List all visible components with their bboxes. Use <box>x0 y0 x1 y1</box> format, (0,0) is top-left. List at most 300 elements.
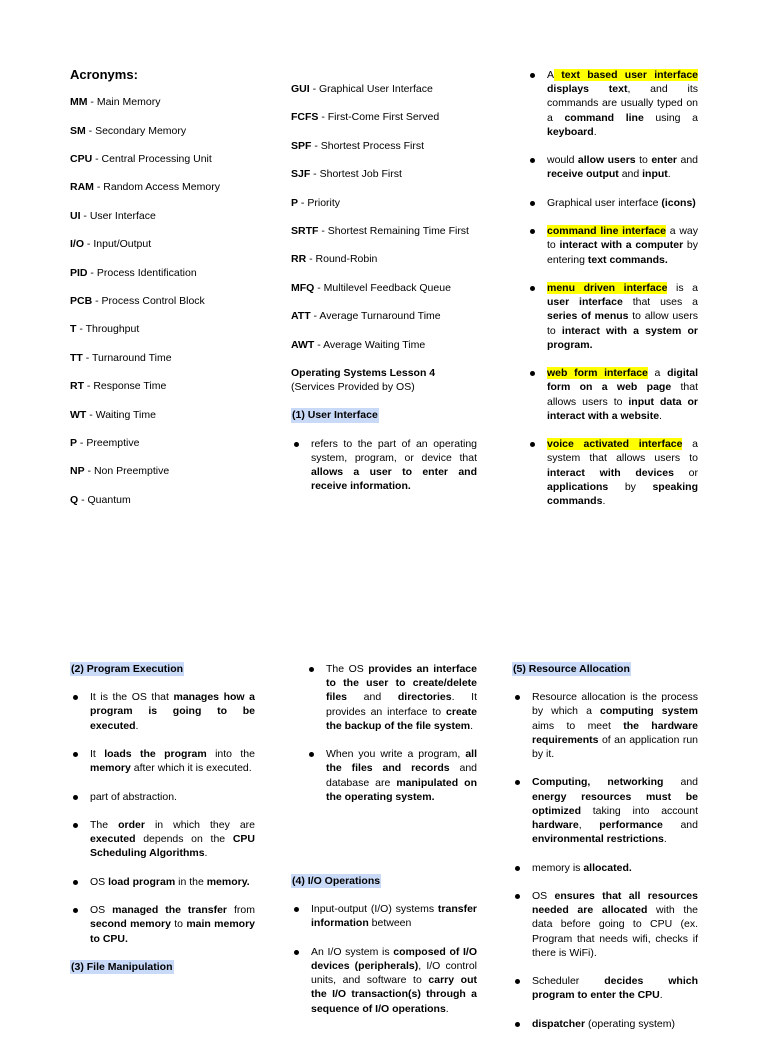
text-run: executed <box>90 833 136 846</box>
text-run: allows a user to enter and receive information. <box>311 465 477 493</box>
text-run: dispatcher <box>532 1017 586 1030</box>
acronym-abbr: T <box>70 323 77 336</box>
acronym-abbr: SJF <box>291 168 311 181</box>
bullet-icon <box>515 780 520 785</box>
acronym-separator: - <box>78 493 88 506</box>
list-item <box>70 690 255 733</box>
bullet-icon <box>73 823 78 828</box>
acronym-list-1 <box>70 95 270 521</box>
text-run: computing system <box>600 705 698 718</box>
acronym-item <box>291 338 477 366</box>
list-item <box>527 437 698 508</box>
list-item <box>70 747 255 775</box>
bullet-icon <box>530 158 535 163</box>
text-run: OS <box>90 904 113 917</box>
text-run: . <box>204 847 208 860</box>
acronym-abbr: GUI <box>291 83 310 95</box>
acronym-abbr: WT <box>70 408 87 421</box>
text-run: managed the transfer <box>112 904 228 917</box>
text-run: digital form on a web page <box>547 367 698 394</box>
acronym-abbr: SM <box>70 124 86 137</box>
bullet-icon <box>73 908 78 913</box>
list-item <box>70 818 255 861</box>
text-run: input <box>642 168 668 181</box>
acronym-item <box>291 281 477 309</box>
text-run: performance <box>599 819 663 832</box>
acronym-abbr: P <box>70 436 78 449</box>
list-item <box>291 437 477 494</box>
list-item-text <box>90 819 255 859</box>
acronym-list-2 <box>291 82 477 366</box>
section-heading-user-interface: (1) User Interface <box>292 409 378 422</box>
list-item-text <box>326 663 477 732</box>
text-run: series of menus <box>547 310 629 323</box>
text-run: applications <box>547 480 609 493</box>
acronym-abbr: UI <box>70 209 81 222</box>
list-item-text <box>90 791 177 803</box>
text-run: order <box>118 818 145 831</box>
text-run: to <box>170 918 187 931</box>
acronym-separator: - <box>84 465 94 478</box>
list-item-text <box>532 691 698 760</box>
text-run: and <box>663 776 698 789</box>
list-item-text <box>547 438 698 507</box>
text-run: . <box>445 1002 449 1015</box>
text-run: allow users <box>577 154 636 167</box>
acronym-item <box>291 196 477 224</box>
acronym-item <box>70 408 270 436</box>
acronym-full: Non Preemptive <box>93 465 170 478</box>
section-heading-resource-allocation: (5) Resource Allocation <box>513 663 630 675</box>
text-run: manipulated on the operating system. <box>326 776 477 803</box>
acronym-item <box>291 309 477 337</box>
text-run: receive output <box>547 168 619 181</box>
text-run: and <box>662 819 698 832</box>
text-run: depends on the <box>135 833 233 846</box>
acronym-full: Shortest Process First <box>320 139 425 152</box>
text-run: . It provides an interface to <box>326 691 477 718</box>
acronym-separator: - <box>82 351 92 364</box>
acronym-abbr: RT <box>70 380 84 393</box>
acronym-separator: - <box>80 209 90 222</box>
bullet-icon <box>73 880 78 885</box>
text-run: to allow users to <box>547 310 698 337</box>
list-item-text <box>547 69 698 138</box>
column-2-lower <box>306 662 477 818</box>
text-run: menu driven interface <box>547 281 668 294</box>
list-item <box>512 861 698 875</box>
acronym-item <box>70 322 270 350</box>
acronym-separator: - <box>87 96 97 109</box>
ui-types-list <box>527 68 698 508</box>
acronym-item <box>70 237 270 265</box>
acronym-full: Throughput <box>85 323 140 336</box>
acronym-full: Priority <box>307 196 341 209</box>
acronym-full: Input/Output <box>93 238 152 251</box>
list-item-text <box>532 862 632 874</box>
text-run: environmental restrictions <box>532 833 664 846</box>
acronym-item <box>291 139 477 167</box>
text-run: taking into account <box>581 804 698 817</box>
acronyms-column-1 <box>70 68 270 521</box>
text-run: interact with a system or program. <box>547 324 698 351</box>
acronym-full: Quantum <box>87 493 131 506</box>
list-item-text <box>547 197 696 209</box>
bullet-icon <box>73 695 78 700</box>
text-run: load program <box>108 875 176 888</box>
list-item <box>70 790 255 804</box>
text-run: displays text <box>547 83 628 96</box>
bullet-icon <box>309 667 314 672</box>
acronym-full: Secondary Memory <box>95 124 187 137</box>
text-run: ensures that all resources needed are allocated <box>532 890 698 917</box>
acronym-item <box>70 152 270 180</box>
text-run: and database are <box>326 762 477 789</box>
text-run: OS <box>532 890 555 902</box>
list-item-text <box>90 904 255 944</box>
text-run: voice activated interface <box>547 438 683 451</box>
bullet-icon <box>530 442 535 447</box>
io-block <box>291 874 477 1030</box>
bullet-icon <box>530 73 535 78</box>
text-run: (icons) <box>661 196 696 209</box>
acronym-full: User Interface <box>89 209 156 222</box>
acronym-separator: - <box>298 196 308 209</box>
acronym-item <box>70 124 270 152</box>
acronym-full: Random Access Memory <box>103 181 220 194</box>
acronym-abbr: PID <box>70 266 88 279</box>
text-run: The <box>90 818 119 831</box>
file-manipulation-list <box>306 662 477 804</box>
resource-allocation-list <box>512 690 698 1031</box>
acronym-abbr: NP <box>70 465 85 478</box>
text-run: command line <box>564 111 644 124</box>
text-run: When you write a program, <box>326 748 466 761</box>
text-run: second memory <box>90 918 171 931</box>
text-run: , and its commands are usually typed on a <box>547 83 698 124</box>
list-item <box>306 747 477 804</box>
acronym-abbr: RR <box>291 253 307 266</box>
acronym-separator: - <box>306 253 316 266</box>
text-run: part of abstraction. <box>90 790 177 803</box>
bullet-icon <box>515 866 520 871</box>
lesson-subtitle: (Services Provided by OS) <box>291 381 415 394</box>
acronym-separator: - <box>77 436 87 449</box>
bullet-icon <box>530 229 535 234</box>
text-run: aims to meet <box>532 719 624 732</box>
text-run: interact with devices <box>547 466 674 479</box>
text-run: allocated. <box>583 861 632 874</box>
bullet-icon <box>515 894 520 899</box>
acronym-item <box>291 167 477 195</box>
list-item-text <box>90 691 255 731</box>
text-run: the hardware requirements <box>532 719 698 746</box>
text-run: main memory to CPU. <box>90 918 256 945</box>
text-run: (operating system) <box>585 1017 675 1030</box>
acronym-full: Turnaround Time <box>91 351 172 364</box>
acronym-separator: - <box>93 181 104 194</box>
text-run: refers to the part of an operating system, program, or device that <box>311 437 477 464</box>
text-run: directories <box>397 691 452 704</box>
acronym-separator: - <box>318 224 328 237</box>
text-run: It <box>90 748 105 760</box>
text-run: from <box>227 904 255 917</box>
acronym-item <box>291 252 477 280</box>
text-run: An I/O system is <box>311 945 394 958</box>
text-run: speaking commands <box>547 480 698 507</box>
list-item-text <box>532 890 698 959</box>
acronym-separator: - <box>314 338 324 351</box>
text-run: by entering <box>547 239 698 266</box>
text-run: Resource allocation is the process by which a <box>532 691 698 718</box>
acronym-item <box>70 95 270 123</box>
text-run: with the data before going to CPU (ex. Program that needs wifi, checks if there is WiFi). <box>532 904 698 959</box>
bullet-icon <box>515 1022 520 1027</box>
bullet-icon <box>530 286 535 291</box>
acronym-separator: - <box>84 238 94 251</box>
text-run: transfer information <box>311 903 477 930</box>
acronym-separator: - <box>318 111 328 124</box>
list-item <box>512 889 698 960</box>
bullet-icon <box>294 950 299 955</box>
text-run: loads the program <box>104 748 207 760</box>
text-run: The OS <box>326 663 369 675</box>
text-run: decides which program to enter the CPU <box>532 975 698 1002</box>
acronym-full: Graphical User Interface <box>319 83 433 95</box>
acronym-item <box>70 180 270 208</box>
text-run: memory <box>90 762 131 775</box>
program-execution-list <box>70 690 255 946</box>
column-2 <box>291 82 477 508</box>
text-run: using a <box>643 111 698 124</box>
bullet-icon <box>309 752 314 757</box>
text-run: in which they are <box>144 818 255 831</box>
text-run: . <box>593 125 597 138</box>
list-item-text <box>547 225 698 265</box>
text-run: A <box>547 69 555 81</box>
text-run: carry out the I/O transaction(s) through a sequence of I/O operations <box>311 974 477 1015</box>
acronym-separator: - <box>309 83 320 95</box>
acronym-item <box>70 209 270 237</box>
acronym-abbr: I/O <box>70 238 85 251</box>
list-item <box>512 775 698 846</box>
text-run: command line interface <box>547 225 666 238</box>
acronym-full: Preemptive <box>86 436 140 449</box>
acronym-full: Central Processing Unit <box>101 152 212 165</box>
acronym-item <box>291 82 477 110</box>
acronym-item <box>70 266 270 294</box>
acronym-separator: - <box>87 266 97 279</box>
acronym-abbr: TT <box>70 351 83 364</box>
column-3 <box>527 68 698 522</box>
bullet-icon <box>515 695 520 700</box>
section-heading-program-execution: (2) Program Execution <box>71 663 184 675</box>
acronym-abbr: P <box>291 196 299 209</box>
text-run: . <box>659 989 663 1002</box>
acronym-full: Process Identification <box>96 266 197 279</box>
list-item <box>527 68 698 139</box>
text-run: user interface <box>547 296 623 309</box>
acronym-full: Average Turnaround Time <box>319 310 441 323</box>
acronym-abbr: SRTF <box>291 224 319 237</box>
list-item-text <box>532 975 698 1001</box>
section-heading-io-operations: (4) I/O Operations <box>292 875 381 887</box>
io-operations-list <box>291 902 477 1016</box>
list-item <box>512 690 698 761</box>
lesson-title-block <box>291 366 477 394</box>
text-run: in the <box>175 875 207 888</box>
acronym-full: Main Memory <box>96 96 161 109</box>
text-run: and <box>677 154 699 167</box>
list-item-text <box>311 903 477 929</box>
acronym-separator: - <box>92 294 102 307</box>
text-run: , <box>578 819 600 832</box>
list-item <box>527 196 698 210</box>
list-item <box>291 902 477 930</box>
text-run: . <box>602 495 606 507</box>
acronym-full: Round-Robin <box>315 253 378 266</box>
text-run: interact with a computer <box>559 239 684 252</box>
acronym-separator: - <box>84 380 94 393</box>
list-item-text <box>90 748 255 774</box>
acronym-full: Multilevel Feedback Queue <box>323 281 451 294</box>
acronym-full: First-Come First Served <box>327 111 440 124</box>
list-item <box>291 945 477 1016</box>
text-run: . <box>659 409 662 422</box>
text-run: a system that allows users to <box>547 438 698 465</box>
text-run: Graphical user interface <box>547 196 662 209</box>
text-run: into the <box>206 748 255 760</box>
list-item-text <box>532 776 698 845</box>
lesson-title: Operating Systems Lesson 4 <box>291 366 436 379</box>
text-run: that uses a <box>622 296 698 309</box>
acronym-separator: - <box>76 323 86 336</box>
text-run: hardware <box>532 819 579 832</box>
text-run: It is the OS that <box>90 691 174 704</box>
text-run: . <box>135 719 139 732</box>
bullet-icon <box>294 442 299 447</box>
acronym-item <box>70 379 270 407</box>
bullet-icon <box>73 752 78 757</box>
list-item <box>527 153 698 181</box>
list-item-text <box>547 154 698 180</box>
text-run: between <box>368 917 412 930</box>
text-run: a <box>647 367 668 380</box>
acronym-full: Process Control Block <box>101 294 205 307</box>
text-run: keyboard <box>547 125 594 138</box>
acronym-abbr: CPU <box>70 152 93 165</box>
ui-refers-list <box>291 437 477 494</box>
text-run: of an application run by it. <box>532 733 698 761</box>
acronym-separator: - <box>92 152 102 165</box>
acronym-item <box>70 464 270 492</box>
acronym-full: Average Waiting Time <box>323 338 426 351</box>
acronym-abbr: PCB <box>70 294 93 307</box>
acronym-full: Shortest Remaining Time First <box>327 224 469 237</box>
acronym-item <box>70 351 270 379</box>
text-run: by <box>608 480 653 493</box>
acronym-abbr: RAM <box>70 181 94 194</box>
text-run: or <box>673 466 698 479</box>
acronym-abbr: FCFS <box>291 111 319 124</box>
bullet-icon <box>73 795 78 800</box>
text-run: text based user interface <box>554 69 698 81</box>
acronym-full: Shortest Job First <box>319 168 402 181</box>
text-run: and <box>618 168 643 181</box>
column-3-lower <box>512 662 698 1045</box>
acronym-item <box>70 436 270 464</box>
acronyms-heading: Acronyms: <box>70 67 138 82</box>
acronym-item <box>291 224 477 252</box>
acronym-abbr: AWT <box>291 338 315 351</box>
text-run: . <box>663 833 667 846</box>
text-run: text commands. <box>587 253 668 266</box>
list-item <box>70 903 255 946</box>
acronym-full: Response Time <box>93 380 167 393</box>
acronym-abbr: ATT <box>291 310 311 323</box>
text-run: memory is <box>532 861 584 874</box>
text-run: energy resources must be optimized <box>532 790 698 817</box>
section-heading-file-manipulation: (3) File Manipulation <box>71 960 173 973</box>
acronym-item <box>70 294 270 322</box>
list-item <box>527 281 698 352</box>
text-run: manages how a program is going to be executed <box>90 691 255 732</box>
acronym-abbr: MFQ <box>291 281 315 294</box>
column-1-lower <box>70 662 255 974</box>
acronym-abbr: SPF <box>291 139 312 152</box>
text-run: Input-output (I/O) systems <box>311 903 438 916</box>
text-run: . <box>470 719 474 732</box>
list-item <box>512 974 698 1002</box>
acronym-full: Waiting Time <box>95 408 156 421</box>
acronym-item <box>70 493 270 521</box>
bullet-icon <box>515 979 520 984</box>
list-item <box>306 662 477 733</box>
text-run: . <box>667 168 671 181</box>
list-item <box>70 875 255 889</box>
text-run: web form interface <box>547 367 648 380</box>
text-run: Computing, networking <box>532 776 664 789</box>
list-item <box>527 224 698 267</box>
acronym-abbr: MM <box>70 96 88 109</box>
text-run: would <box>547 154 578 167</box>
text-run: composed of I/O devices (peripherals) <box>311 945 477 972</box>
text-run: input data or interact with a website <box>547 395 698 422</box>
acronym-separator: - <box>310 168 320 181</box>
text-run: , I/O control units, and software to <box>311 960 477 987</box>
acronym-abbr: Q <box>70 493 79 506</box>
text-run: that allows users to <box>547 381 698 408</box>
acronym-separator: - <box>86 408 96 421</box>
text-run: is a <box>667 281 698 294</box>
text-run: all the files and records <box>326 748 477 775</box>
list-item-text <box>547 282 698 351</box>
list-item-text <box>547 367 698 422</box>
text-run: Scheduler <box>532 975 605 988</box>
acronym-separator: - <box>314 281 324 294</box>
text-run: create the backup of the file system <box>326 705 477 732</box>
list-item-text <box>311 946 477 1015</box>
acronym-separator: - <box>85 124 96 137</box>
list-item-text <box>90 876 250 888</box>
text-run: enter <box>651 154 678 167</box>
list-item <box>527 366 698 423</box>
text-run: memory. <box>206 875 250 888</box>
bullet-icon <box>294 907 299 912</box>
acronym-separator: - <box>311 139 321 152</box>
bullet-icon <box>530 371 535 376</box>
acronym-item <box>291 110 477 138</box>
